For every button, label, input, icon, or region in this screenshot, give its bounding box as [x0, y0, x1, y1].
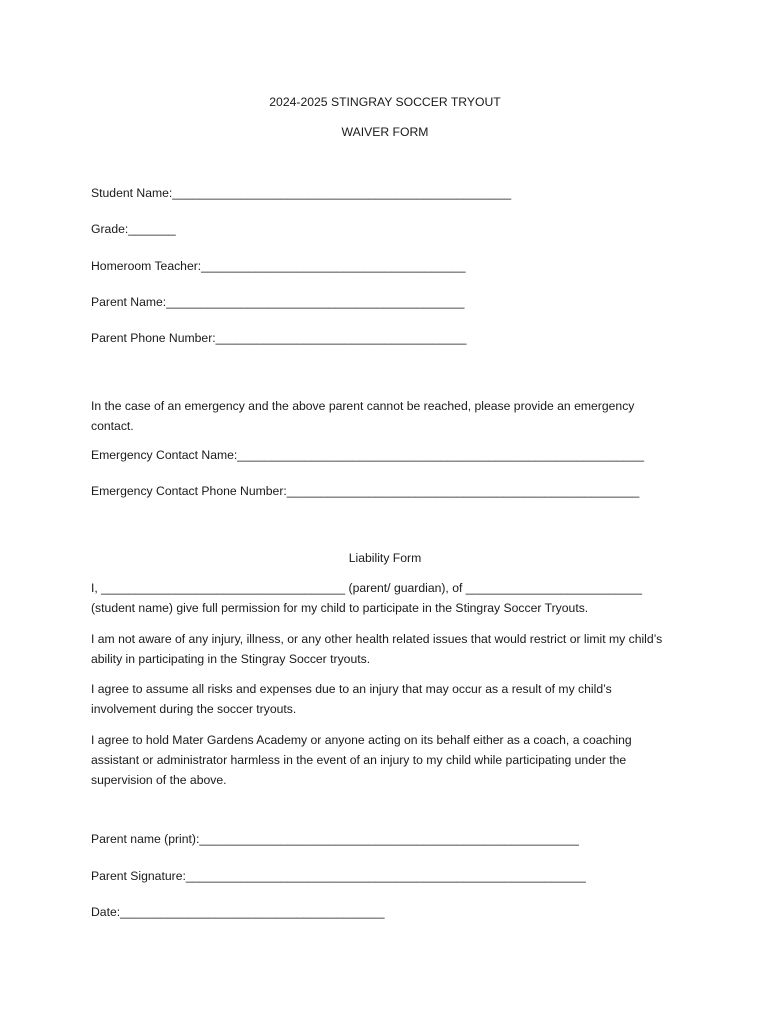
- homeroom-teacher-field[interactable]: Homeroom Teacher:_______________________________________: [91, 259, 466, 273]
- parent-name-field[interactable]: Parent Name:____________________________________________: [91, 295, 465, 309]
- emergency-contact-phone-field[interactable]: Emergency Contact Phone Number:____________________________________________________: [91, 484, 640, 498]
- parent-phone-field[interactable]: Parent Phone Number:_____________________________________: [91, 331, 467, 345]
- form-subtitle: WAIVER FORM: [341, 125, 429, 139]
- liability-paragraph-health: I am not aware of any injury, illness, or any other health related issues that would restrict or limit my child’s ability in participating in the Stingray Soccer tryouts.: [91, 632, 663, 666]
- liability-statement-line2: (student name) give full permission for my child to participate in the Stingray Soccer Tryouts.: [91, 601, 589, 615]
- emergency-instructions: In the case of an emergency and the above parent cannot be reached, please provide an emergency contact.: [91, 399, 635, 433]
- emergency-contact-name-field[interactable]: Emergency Contact Name:____________________________________________________________: [91, 448, 644, 462]
- parent-signature-field[interactable]: Parent Signature:___________________________________________________________: [91, 869, 586, 883]
- student-name-field[interactable]: Student Name:__________________________________________________: [91, 186, 512, 200]
- liability-statement-line1[interactable]: I, ____________________________________ (parent/ guardian), of __________________________: [91, 581, 642, 595]
- grade-field[interactable]: Grade:_______: [91, 222, 176, 236]
- liability-paragraph-risks: I agree to assume all risks and expenses due to an injury that may occur as a result of my child’s involvement during the soccer tryouts.: [91, 682, 612, 716]
- parent-name-print-field[interactable]: Parent name (print):________________________________________________________: [91, 832, 579, 846]
- form-title: 2024-2025 STINGRAY SOCCER TRYOUT: [269, 95, 501, 109]
- liability-paragraph-hold-harmless: I agree to hold Mater Gardens Academy or anyone acting on its behalf either as a coach, a coaching assistant or administrator harmless in the event of an injury to my child while participating under the supervision of the above.: [91, 733, 632, 787]
- liability-heading: Liability Form: [348, 551, 422, 565]
- date-field[interactable]: Date:_______________________________________: [91, 905, 385, 919]
